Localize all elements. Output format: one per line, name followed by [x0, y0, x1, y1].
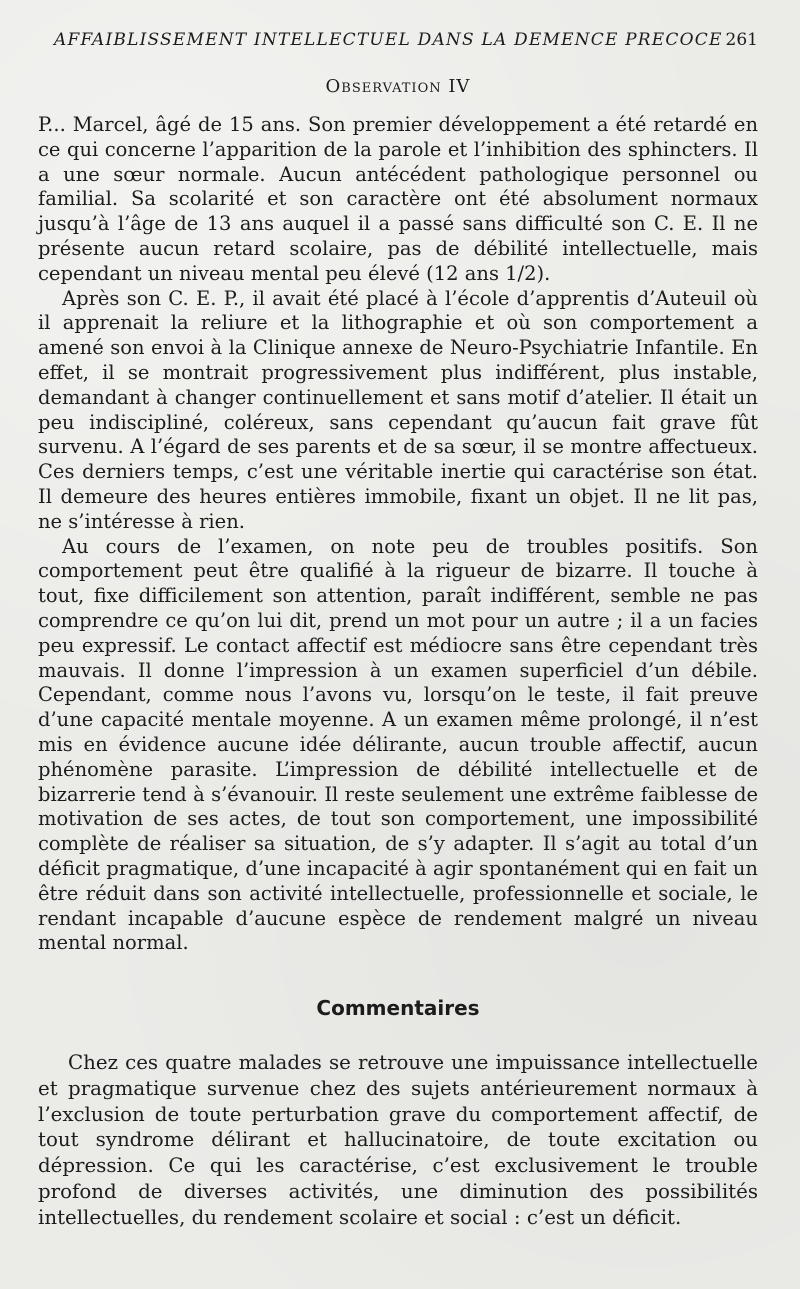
- page-number: 261: [725, 30, 758, 50]
- commentaires-body: [38, 1050, 758, 1231]
- commentaires-paragraph: Chez ces quatre malades se retrouve une impuissance intellectuelle et pragmatique survenue chez des sujets antérieurement normaux à l’exclusion de toute perturbation grave du comportement affectif, de tout syndrome délirant et hallucinatoire, de toute excitation ou dépression. Ce qui les caractérise, c’est exclusivement le trouble profond de diverses activités, une diminution des possibilités intellectuelles, du rendement scolaire et social : c’est un déficit.: [38, 1051, 758, 1229]
- observation-body: [38, 113, 758, 956]
- running-header: [38, 30, 758, 50]
- commentaires-heading: Commentaires: [316, 996, 480, 1021]
- observation-paragraph-2: Après son C. E. P., il avait été placé à l’école d’apprentis d’Auteuil où il apprenait la reliure et la lithographie et où son comportement a amené son envoi à la Clinique annexe de Neuro-Psychiatrie Infantile. En effet, il se montrait progressivement plus indifférent, plus instable, demandant à changer continuellement et sans motif d’atelier. Il était un peu indiscipliné, coléreux, sans cependant qu’aucun fait grave fût survenu. A l’égard de ses parents et de sa sœur, il se montre affectueux. Ces derniers temps, c’est une véritable inertie qui caractérise son état. Il demeure des heures entières immobile, fixant un objet. Il ne lit pas, ne s’intéresse à rien.: [38, 286, 758, 533]
- observation-paragraph-3: Au cours de l’examen, on note peu de troubles positifs. Son comportement peut être qualifié à la rigueur de bizarre. Il touche à tout, fixe difficilement son attention, paraît indifférent, semble ne pas comprendre ce qu’on lui dit, prend un mot pour un autre ; il a un facies peu expressif. Le contact affectif est médiocre sans être cependant très mauvais. Il donne l’impression à un examen superficiel d’un débile. Cependant, comme nous l’avons vu, lorsqu’on le teste, il fait preuve d’une capacité mentale moyenne. A un examen même prolongé, il n’est mis en évidence aucune idée délirante, aucun trouble affectif, aucun phénomène parasite. L’impression de débilité intellectuelle et de bizarrerie tend à s’évanouir. Il reste seulement une extrême faiblesse de motivation de ses actes, de tout son comportement, une impossibilité complète de réaliser sa situation, de s’y adapter. Il s’agit au total d’un déficit pragmatique, d’une incapacité à agir spontanément qui en fait un être réduit dans son activité intellectuelle, professionnelle et sociale, le rendant incapable d’aucune espèce de rendement malgré un niveau mental normal.: [38, 534, 758, 955]
- observation-title: Observation IV: [325, 76, 471, 97]
- running-title: AFFAIBLISSEMENT INTELLECTUEL DANS LA DEMENCE PRECOCE: [54, 30, 723, 50]
- observation-paragraph-1: P... Marcel, âgé de 15 ans. Son premier développement a été retardé en ce qui concerne l’apparition de la parole et l’inhibition des sphincters. Il a une sœur normale. Aucun antécédent pathologique personnel ou familial. Sa scolarité et son caractère ont été absolument normaux jusqu’à l’âge de 13 ans auquel il a passé sans difficulté son C. E. Il ne présente aucun retard scolaire, pas de débilité intellectuelle, mais cependant un niveau mental peu élevé (12 ans 1/2).: [38, 113, 758, 285]
